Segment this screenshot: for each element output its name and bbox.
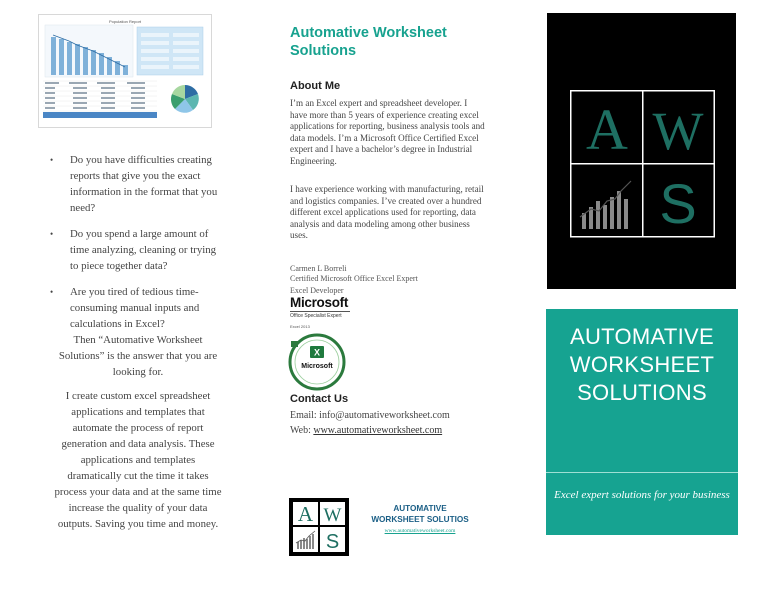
cover-title-line-1: AUTOMATIVE [570,324,714,349]
excel-certification-badge [288,333,346,391]
contact-heading: Contact Us [290,393,349,405]
about-heading: About Me [290,80,341,92]
signature-cert: Certified Microsoft Office Excel Expert [290,274,418,283]
svg-text:X: X [313,347,321,358]
signature-role: Excel Developer [290,286,344,295]
aws-logo [547,13,736,289]
pitch-text: I create custom excel spreadsheet applications and templates that automate the process of report generation and data analysis. These applications and templates dramatically cut the time it takes process your data and at the same time increase the quality of your data outputs. Saving you time and money. [54,390,222,530]
ms-logo-word: Microsoft [290,295,349,310]
contact-email: Email: info@automativeworksheet.com [290,410,450,421]
bullet-icon: • [50,287,54,297]
footer-url-link[interactable]: www.automativeworksheet.com [384,528,456,534]
cover-divider [546,472,738,473]
ms-logo-year: Excel 2013 [290,324,310,329]
cover-title [546,323,738,407]
excel-badge-word: Microsoft [301,363,333,370]
about-paragraph-1: I’m an Excel expert and spreadsheet developer. I have more than 5 years of experience creating excel applications for reporting, business analysis tools and data models. I’m a Microsoft Office Certified Excel expert and I have a bachelor’s degree in Industrial Engineering. [290,98,485,166]
signature-name: Carmen L Borreli [290,264,347,273]
footer-brand [360,503,480,525]
footer-logo-letter-a: A [297,502,314,526]
logo-letter-a: A [586,97,628,162]
report-thumbnail-title: Population Report [108,19,142,24]
question-text: Are you tired of tedious time-consuming manual inputs and calculations in Excel? [70,286,200,330]
about-paragraph-2: I have experience working with manufacturing, retail and logistics companies. I’ve created over a hundred different excel applications used for reporting, data analysis and data modeling among other business uses. [290,184,484,241]
list-item [44,152,224,216]
cover-tagline: Excel expert solutions for your business [554,489,730,501]
question-text: Do you spend a large amount of time analyzing, cleaning or trying to piece together data? [70,228,217,272]
cover-title-line-2: WORKSHEET [569,352,715,377]
ms-logo-sub: Office Specialist Expert [290,311,350,319]
cover-panel [546,309,738,535]
bullet-icon: • [50,155,54,165]
bullet-icon: • [50,229,54,239]
excel-badge-icon [288,333,346,391]
report-thumbnail-graphic [39,15,211,127]
cover-title-line-3: SOLUTIONS [577,380,707,405]
question-list [44,152,224,342]
footer-logo-graphic [289,498,349,556]
footer-logo [289,498,349,556]
brand-title: Automative Worksheet Solutions [290,25,447,59]
answer-text: Then “Automative Worksheet Solutions” is the answer that you are looking for. [58,334,218,378]
footer-brand-line-2: WORKSHEET SOLUTIOS [371,515,469,524]
aws-logo-graphic [547,13,736,289]
report-thumbnail [38,14,212,128]
logo-letter-w: W [652,101,704,161]
microsoft-specialist-logo [290,296,350,329]
website-link[interactable]: www.automativeworksheet.com [313,425,443,436]
contact-web [290,424,442,437]
web-label: Web: [290,425,314,436]
footer-brand-line-1: AUTOMATIVE [393,504,447,513]
list-item [44,284,224,332]
footer-logo-letter-w: W [323,505,342,526]
footer-logo-letter-s: S [325,531,340,553]
question-text: Do you have difficulties creating reports that give you the exact information in the format that you need? [70,154,218,214]
list-item [44,226,224,274]
logo-letter-s: S [659,172,697,235]
